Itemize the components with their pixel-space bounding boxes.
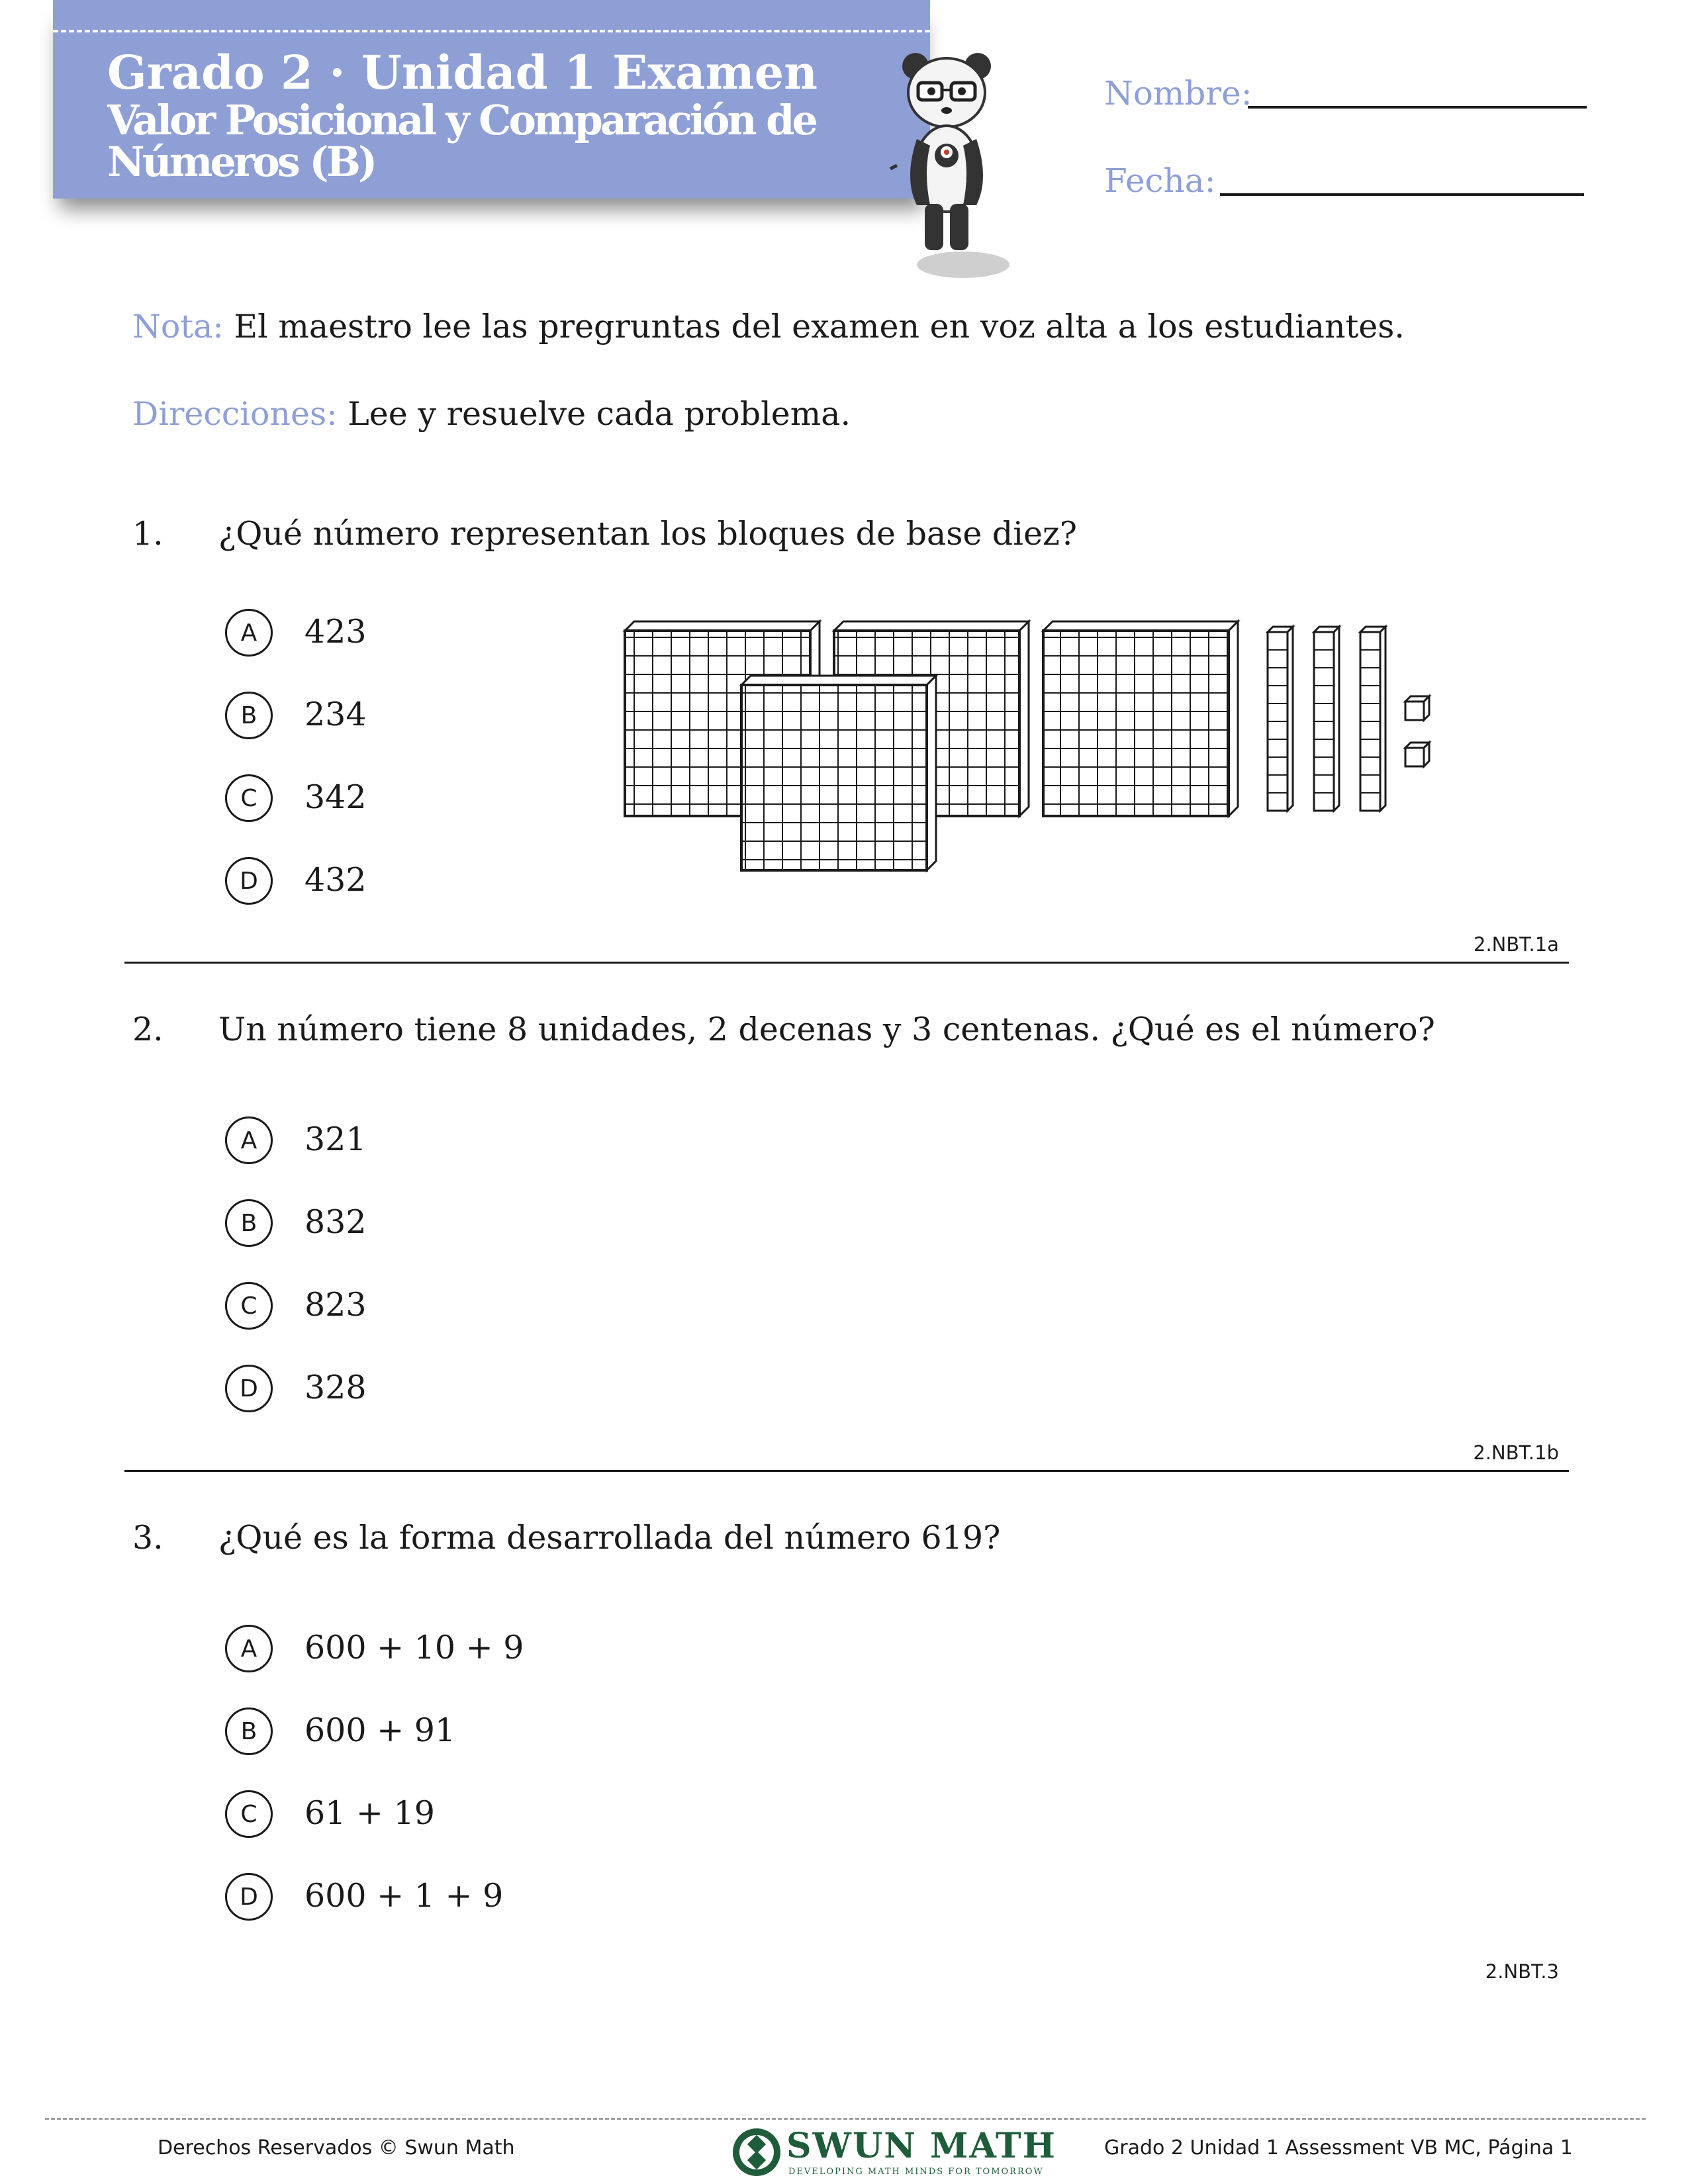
option-text: 328: [305, 1369, 367, 1406]
ten-rod-3: [1360, 627, 1385, 811]
title-line-3: Números (B): [107, 138, 375, 186]
answer-bubble[interactable]: B: [225, 692, 273, 739]
title-banner: [53, 0, 930, 199]
section-divider: [124, 1470, 1569, 1472]
answer-bubble[interactable]: D: [225, 857, 273, 905]
option-text: 342: [305, 778, 367, 816]
date-label: Fecha:: [1104, 161, 1216, 200]
option-text: 600 + 1 + 9: [305, 1877, 504, 1915]
answer-bubble[interactable]: C: [225, 1790, 273, 1838]
standard-code-3: 2.NBT.3: [1485, 1960, 1559, 1983]
copyright-text: Derechos Reservados © Swun Math: [158, 2136, 515, 2160]
base-ten-blocks-figure: [616, 619, 1443, 884]
note-text: El maestro lee las pregruntas del examen en voz alta a los estudiantes.: [223, 308, 1405, 345]
answer-bubble[interactable]: B: [225, 1707, 273, 1755]
logo-name: SWUN MATH: [786, 2126, 1056, 2166]
answer-bubble[interactable]: B: [225, 1199, 273, 1247]
question-1-number: 1.: [132, 515, 164, 553]
banner-dashed-line: [53, 30, 930, 32]
directions: [132, 395, 851, 433]
hundred-flat-3: [1043, 621, 1238, 816]
option-text: 600 + 91: [305, 1711, 456, 1749]
question-2-number: 2.: [132, 1011, 164, 1048]
directions-text: Lee y resuelve cada problema.: [337, 395, 851, 433]
one-cube-1: [1405, 696, 1429, 720]
option-text: 234: [305, 696, 367, 733]
answer-bubble[interactable]: A: [225, 609, 273, 657]
answer-bubble[interactable]: C: [225, 774, 273, 822]
answer-bubble[interactable]: A: [225, 1625, 273, 1672]
name-label: Nombre:: [1104, 74, 1252, 113]
answer-bubble[interactable]: C: [225, 1282, 273, 1330]
option-text: 423: [305, 613, 367, 651]
option-text: 600 + 10 + 9: [305, 1629, 524, 1666]
title-line-1: Grado 2 · Unidad 1 Examen: [107, 45, 818, 100]
note-label: Nota:: [132, 308, 224, 345]
answer-bubble[interactable]: D: [225, 1873, 273, 1921]
option-text: 823: [305, 1286, 367, 1324]
question-3-text: ¿Qué es la forma desarrollada del número 619?: [218, 1519, 1001, 1557]
date-field-line[interactable]: [1220, 193, 1584, 196]
answer-bubble[interactable]: D: [225, 1365, 273, 1412]
standard-code-2: 2.NBT.1b: [1473, 1441, 1559, 1464]
swun-logo-icon: [730, 2126, 783, 2179]
ten-rod-1: [1268, 627, 1293, 811]
title-line-2: Valor Posicional y Comparación de: [107, 96, 816, 144]
hundred-flat-4: [741, 676, 936, 870]
standard-code-1: 2.NBT.1a: [1474, 933, 1559, 956]
ten-rod-2: [1314, 627, 1339, 811]
name-field-line[interactable]: [1248, 106, 1587, 109]
option-text: 321: [305, 1120, 367, 1158]
option-text: 61 + 19: [305, 1794, 435, 1832]
panda-mascot-icon: [884, 46, 1009, 285]
logo-tagline: DEVELOPING MATH MINDS FOR TOMORROW: [788, 2167, 1044, 2177]
question-2-text: Un número tiene 8 unidades, 2 decenas y 3 centenas. ¿Qué es el número?: [218, 1011, 1435, 1048]
section-divider: [124, 962, 1569, 964]
directions-label: Direcciones:: [132, 395, 338, 433]
page-label: Grado 2 Unidad 1 Assessment VB MC, Página 1: [1104, 2136, 1573, 2160]
teacher-note: [132, 308, 1405, 345]
option-text: 832: [305, 1203, 367, 1241]
one-cube-2: [1405, 743, 1429, 766]
footer-dashed-line: [45, 2118, 1646, 2120]
question-3-number: 3.: [132, 1519, 164, 1557]
question-1-text: ¿Qué número representan los bloques de base diez?: [218, 515, 1078, 553]
option-text: 432: [305, 861, 367, 899]
answer-bubble[interactable]: A: [225, 1116, 273, 1164]
swun-math-logo: [730, 2126, 1056, 2179]
